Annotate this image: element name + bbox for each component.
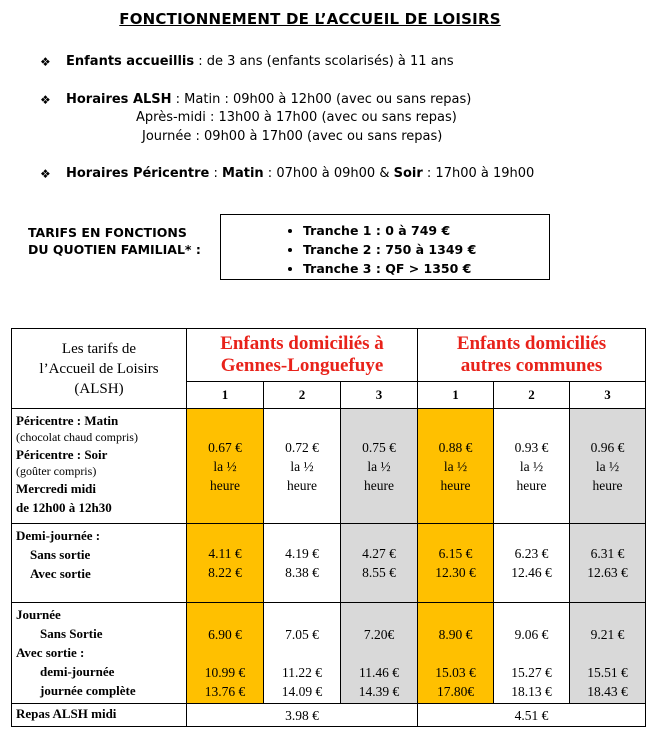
peri-soir-label: Soir [393,166,423,181]
column-number: 3 [341,382,418,409]
corner-line1: Les tarifs de [61,340,137,357]
group1-line1: Enfants domiciliés à [220,333,384,354]
enfants-line [66,54,454,69]
journee-l2: Sans Sortie [40,626,103,641]
journee-l4: demi-journée [40,664,115,679]
journee-l5: journée complète [40,683,136,698]
price-value: 14.09 € [281,683,323,699]
table-row-journee [12,603,646,704]
price-value: 6.15 € [438,546,473,561]
table-row-repas [12,704,646,727]
demi-l2: Sans sortie [30,547,91,562]
journee-l1: Journée [16,607,61,622]
corner-line3: (ALSH) [74,380,124,397]
repas-price-autres: 4.51 € [418,704,646,727]
price-value: 18.13 € [511,683,552,699]
demi-l1: Demi-journée : [16,528,101,543]
price-value: 6.90 € [208,626,242,642]
demi-l3: Avec sortie [30,566,91,581]
price-unit: la ½ [443,458,468,474]
price-unit: heure [364,477,394,493]
price-cell [494,409,570,524]
price-unit: heure [287,477,317,493]
peri-soir-text: : 17h00 à 19h00 [422,166,535,181]
column-number: 2 [494,382,570,409]
journee-l3: Avec sortie : [16,645,85,660]
peri-l4: (goûter compris) [16,464,97,478]
price-unit: la ½ [367,458,391,474]
price-value: 7.20€ [363,626,395,642]
tarifs-label-line2: DU QUOTIEN FAMILIAL* : [28,242,201,257]
price-value: 4.27 € [362,546,396,561]
tranche-item: • Tranche 3 : QF > 1350 € [303,259,549,278]
column-number: 2 [264,382,341,409]
peri-l5: Mercredi midi [16,481,97,496]
bullet-icon: ❖ [40,55,51,69]
price-value: 15.27 € [511,664,552,680]
bullet-icon: ❖ [40,93,51,107]
row-label-demi-journee [12,524,187,603]
price-value: 12.30 € [435,565,476,580]
price-value: 17.80€ [436,683,475,699]
price-value: 6.23 € [514,546,549,561]
price-value: 9.06 € [514,626,549,642]
horaires-alsh-label: Horaires ALSH [66,92,172,107]
tranche-item: • Tranche 1 : 0 à 749 € [303,221,549,240]
peri-matin-label: Matin [222,166,264,181]
price-unit: heure [592,477,623,493]
tranche-item: • Tranche 2 : 750 à 1349 € [303,240,549,259]
price-cell [570,603,646,704]
table-corner-label [12,329,187,409]
group1-line2: Gennes-Longuefuye [220,355,384,376]
price-cell [570,409,646,524]
table-row-demi-journee [12,524,646,603]
price-value: 14.39 € [358,683,400,699]
horaires-alsh-journee: Journée : 09h00 à 17h00 (avec ou sans repas) [142,129,443,144]
price-value: 0.88 € [438,439,473,455]
row-label-repas: Repas ALSH midi [12,704,187,727]
enfants-text: : de 3 ans (enfants scolarisés) à 11 ans [194,54,454,69]
price-cell [494,524,570,603]
peri-matin-text: : 07h00 à 09h00 & [263,166,394,181]
bullet-icon: ❖ [40,167,51,181]
price-cell [494,603,570,704]
price-unit: la ½ [290,458,314,474]
price-cell [418,409,494,524]
price-cell [264,603,341,704]
price-cell [187,409,264,524]
corner-line2: l’Accueil de Loisirs [39,360,159,377]
price-cell [341,409,418,524]
group-header-gennes [187,329,418,382]
table-row-pericentre [12,409,646,524]
repas-price-gennes: 3.98 € [187,704,418,727]
row-label-pericentre [12,409,187,524]
price-unit: heure [210,477,240,493]
price-unit: heure [440,477,471,493]
peri-l1: Péricentre : Matin [16,413,119,428]
price-value: 0.75 € [362,439,396,455]
price-value: 12.63 € [587,565,628,580]
price-unit: heure [516,477,547,493]
price-value: 15.03 € [435,664,476,680]
table-header-row [12,329,646,382]
peri-l6: de 12h00 à 12h30 [16,500,112,515]
price-value: 0.72 € [285,439,319,455]
tarifs-label-line1: TARIFS EN FONCTIONS [28,225,187,240]
price-value: 15.51 € [587,664,628,680]
price-value: 13.76 € [204,683,246,699]
price-cell [264,524,341,603]
price-value: 7.05 € [285,626,319,642]
price-cell [418,603,494,704]
group-header-autres [418,329,646,382]
tarifs-label [28,224,201,258]
price-value: 6.31 € [590,546,625,561]
price-cell [341,603,418,704]
horaires-alsh-apres-midi: Après-midi : 13h00 à 17h00 (avec ou sans repas) [136,110,457,125]
price-cell [418,524,494,603]
price-cell [341,524,418,603]
price-value: 8.38 € [285,565,319,580]
horaires-peri-sep: : [209,166,223,181]
price-unit: la ½ [213,458,237,474]
price-value: 8.22 € [208,565,242,580]
price-value: 12.46 € [511,565,552,580]
price-cell [187,524,264,603]
group2-line2: autres communes [460,355,603,376]
price-value: 10.99 € [204,664,246,680]
price-value: 8.90 € [438,626,473,642]
price-cell [264,409,341,524]
column-number: 1 [187,382,264,409]
price-value: 0.96 € [590,439,625,455]
row-label-journee [12,603,187,704]
tranches-box [220,214,550,280]
page-title: FONCTIONNEMENT DE L’ACCUEIL DE LOISIRS [119,10,501,28]
horaires-peri-line [66,166,534,181]
horaires-alsh-matin: : Matin : 09h00 à 12h00 (avec ou sans repas) [171,92,472,107]
price-value: 8.55 € [362,565,396,580]
price-value: 4.19 € [285,546,319,561]
price-value: 11.22 € [282,664,322,680]
group2-line1: Enfants domiciliés [456,333,607,354]
price-unit: la ½ [595,458,620,474]
enfants-label: Enfants accueillis [66,54,195,69]
price-value: 9.21 € [590,626,625,642]
tarifs-table [11,328,646,727]
horaires-peri-label: Horaires Péricentre [66,166,210,181]
column-number: 1 [418,382,494,409]
price-value: 0.67 € [208,439,242,455]
horaires-alsh-line [66,92,471,107]
price-value: 0.93 € [514,439,549,455]
price-value: 11.46 € [359,664,399,680]
price-value: 18.43 € [587,683,628,699]
peri-l2: (chocolat chaud compris) [16,430,138,444]
peri-l3: Péricentre : Soir [16,447,108,462]
price-value: 4.11 € [208,546,242,561]
price-unit: la ½ [519,458,544,474]
column-number: 3 [570,382,646,409]
price-cell [570,524,646,603]
price-cell [187,603,264,704]
